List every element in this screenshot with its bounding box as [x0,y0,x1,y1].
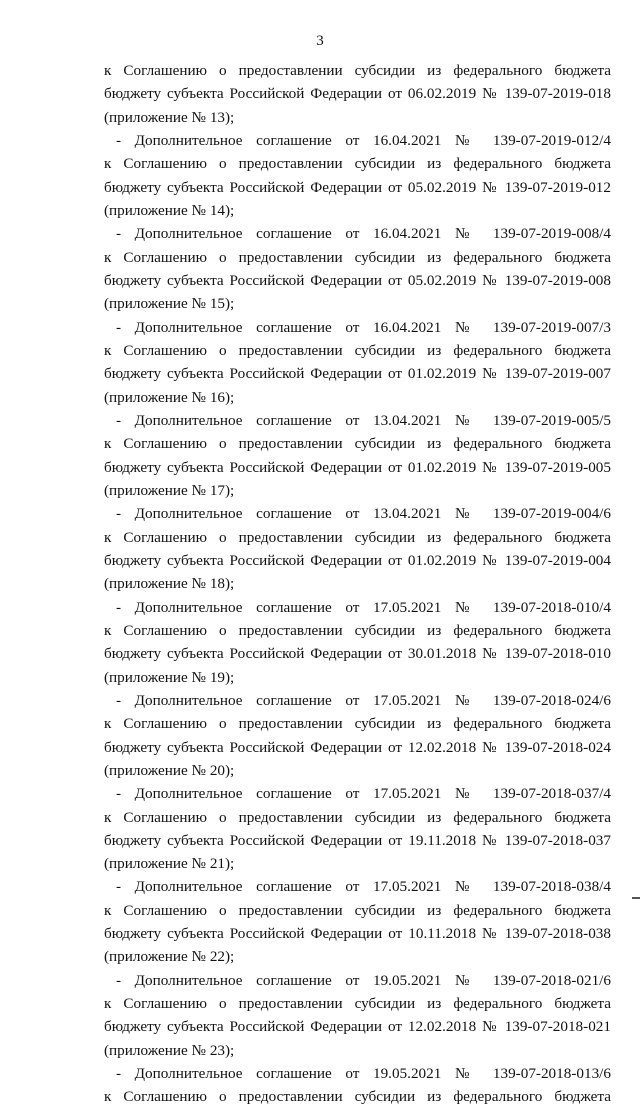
list-item-start-line: - Дополнительное соглашение от 17.05.2021 № 139-07-2018-038/4 [116,878,611,896]
list-item-start-line: - Дополнительное соглашение от 19.05.2021 № 139-07-2018-021/6 [116,971,611,989]
text-line: к Соглашению о предоставлении субсидии из федерального бюджета [104,62,611,79]
text-line: к Соглашению о предоставлении субсидии из федерального бюджета [104,715,611,733]
text-line: бюджету субъекта Российской Федерации от 19.11.2018 № 139-07-2018-037 [104,831,611,849]
list-item-start-line: - Дополнительное соглашение от 17.05.2021 № 139-07-2018-037/4 [116,785,611,803]
text-line: к Соглашению о предоставлении субсидии из федерального бюджета [104,808,611,826]
list-item-start-line: - Дополнительное соглашение от 19.05.2021 № 139-07-2018-013/6 [116,1065,611,1083]
text-line: (приложение № 13); [104,108,235,126]
scan-mark [632,897,640,899]
text-line: бюджету субъекта Российской Федерации от 10.11.2018 № 139-07-2018-038 [104,925,611,943]
list-item-start-line: - Дополнительное соглашение от 17.05.2021 № 139-07-2018-024/6 [116,691,611,709]
text-line: (приложение № 23); [104,1041,235,1059]
list-item-start-line: - Дополнительное соглашение от 16.04.2021 № 139-07-2019-007/3 [116,318,611,336]
text-line: бюджету субъекта Российской Федерации от 30.01.2018 № 139-07-2018-010 [104,645,611,663]
list-item-start-line: - Дополнительное соглашение от 16.04.2021 № 139-07-2019-012/4 [116,131,611,149]
text-line: к Соглашению о предоставлении субсидии из федерального бюджета [104,901,611,919]
text-line: бюджету субъекта Российской Федерации от 12.02.2018 № 139-07-2018-024 [104,738,611,756]
text-line: (приложение № 22); [104,948,235,966]
text-line: бюджету субъекта Российской Федерации от 06.02.2019 № 139-07-2019-018 [104,85,611,103]
list-item-start-line: - Дополнительное соглашение от 13.04.2021 № 139-07-2019-005/5 [116,411,611,429]
list-item-start-line: - Дополнительное соглашение от 16.04.2021 № 139-07-2019-008/4 [116,225,611,243]
page-number: 3 [316,33,324,49]
text-line: (приложение № 19); [104,668,235,686]
text-line: (приложение № 21); [104,855,235,873]
text-line: бюджету субъекта Российской Федерации от 01.02.2019 № 139-07-2019-004 [104,551,611,569]
text-line: (приложение № 18); [104,575,235,593]
text-line: к Соглашению о предоставлении субсидии из федерального бюджета [104,435,611,453]
text-line: (приложение № 16); [104,388,235,406]
text-line: к Соглашению о предоставлении субсидии из федерального бюджета [104,995,611,1013]
text-line: к Соглашению о предоставлении субсидии из федерального бюджета [104,248,611,266]
text-line: к Соглашению о предоставлении субсидии из федерального бюджета [104,528,611,546]
text-line: к Соглашению о предоставлении субсидии из федерального бюджета [104,341,611,359]
text-line: (приложение № 15); [104,295,235,313]
text-line: (приложение № 20); [104,761,235,779]
document-body [104,59,611,1109]
text-line: (приложение № 17); [104,481,235,499]
text-line: к Соглашению о предоставлении субсидии из федерального бюджета [104,621,611,639]
text-line: к Соглашению о предоставлении субсидии из федерального бюджета [104,155,611,173]
text-line: бюджету субъекта Российской Федерации от 05.02.2019 № 139-07-2019-012 [104,178,611,196]
text-line: бюджету субъекта Российской Федерации от 01.02.2019 № 139-07-2019-005 [104,458,611,476]
text-line: к Соглашению о предоставлении субсидии из федерального бюджета [104,1088,611,1106]
text-line: бюджету субъекта Российской Федерации от 05.02.2019 № 139-07-2019-008 [104,271,611,289]
list-item-start-line: - Дополнительное соглашение от 17.05.2021 № 139-07-2018-010/4 [116,598,611,616]
list-item-start-line: - Дополнительное соглашение от 13.04.2021 № 139-07-2019-004/6 [116,505,611,523]
text-line: бюджету субъекта Российской Федерации от 01.02.2019 № 139-07-2019-007 [104,365,611,383]
text-line: бюджету субъекта Российской Федерации от 12.02.2018 № 139-07-2018-021 [104,1018,611,1036]
text-line: (приложение № 14); [104,201,235,219]
